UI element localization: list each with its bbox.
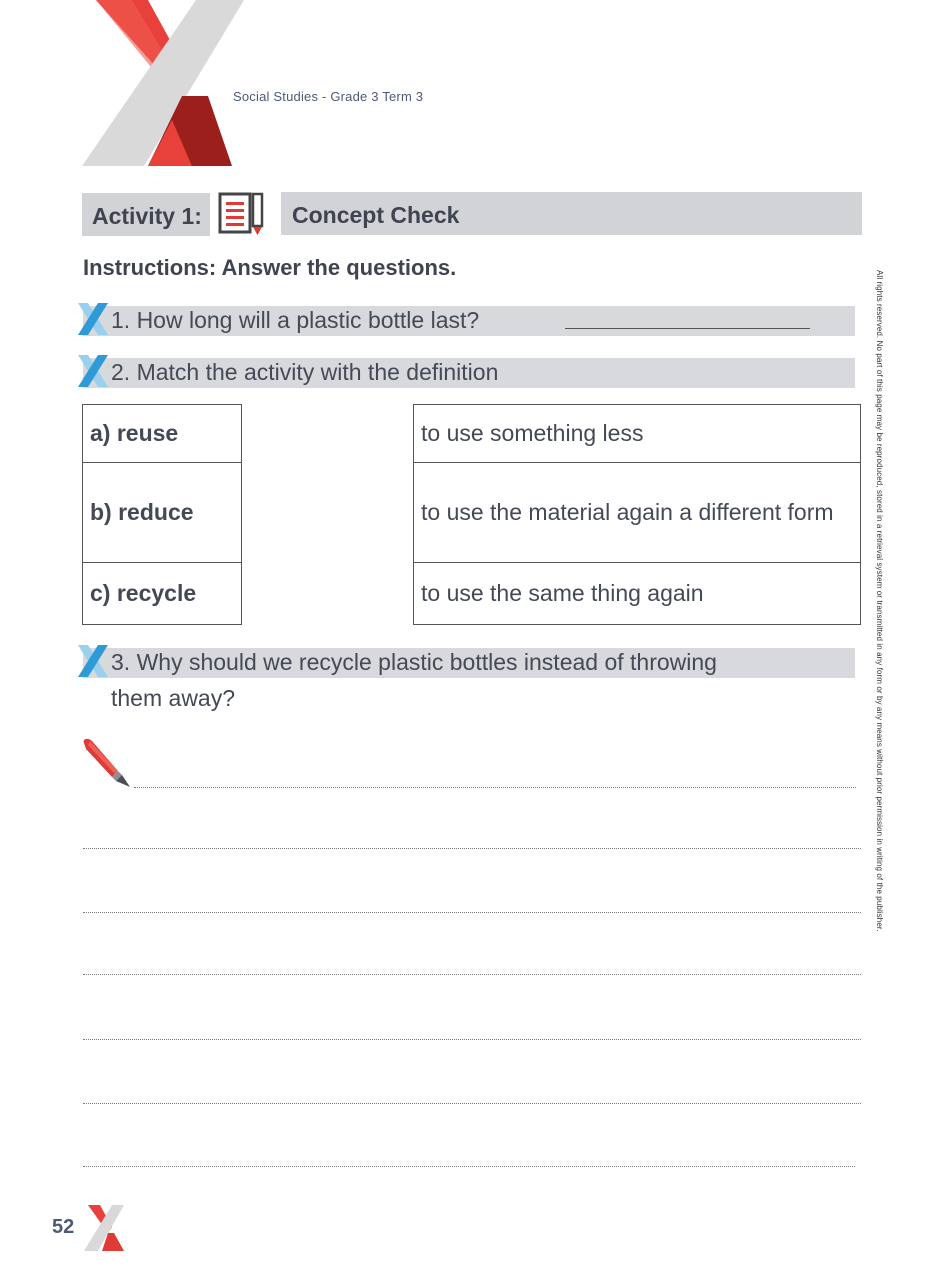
- answer-line[interactable]: [83, 1166, 855, 1167]
- question-1: 1. How long will a plastic bottle last?: [111, 307, 480, 333]
- answer-line[interactable]: [83, 848, 861, 849]
- match-definition-1-text: to use something less: [421, 420, 644, 446]
- answer-line[interactable]: [83, 1039, 861, 1040]
- question-3-line-1: 3. Why should we recycle plastic bottles instead of throwing: [111, 649, 717, 675]
- activity-title: Concept Check: [292, 202, 460, 228]
- match-term-a[interactable]: [82, 404, 242, 463]
- question-1-answer-line[interactable]: [565, 328, 810, 329]
- match-definition-1[interactable]: [413, 404, 861, 463]
- question-3-line-2: them away?: [111, 685, 236, 711]
- question-2: 2. Match the activity with the definition: [111, 359, 499, 385]
- activity-label: Activity 1:: [92, 203, 202, 229]
- page-number: 52: [52, 1216, 75, 1238]
- question-marker-icon: [78, 355, 108, 387]
- question-marker-icon: [78, 645, 108, 677]
- match-term-a-word: reuse: [116, 420, 179, 446]
- match-term-b[interactable]: [82, 462, 242, 563]
- checklist-pencil-icon: [216, 191, 266, 237]
- match-definition-3[interactable]: [413, 562, 861, 625]
- copyright-notice: All rights reserved. No part of this page may be reproduced, stored in a retrieval system or transmitted in any form or by any means without prior permission in writing of the publisher.: [875, 270, 884, 932]
- match-definition-3-text: to use the same thing again: [421, 580, 704, 606]
- pen-icon: [80, 737, 132, 789]
- match-definition-2-text: to use the material again a different form: [421, 499, 834, 525]
- match-term-c-letter: c): [90, 580, 111, 606]
- instructions: Instructions: Answer the questions.: [83, 255, 457, 280]
- answer-line[interactable]: [83, 912, 861, 913]
- match-term-c[interactable]: [82, 562, 242, 625]
- question-marker-icon: [78, 303, 108, 335]
- match-term-a-letter: a): [90, 420, 111, 446]
- brand-logo-small-icon: [84, 1205, 126, 1251]
- header-subtitle: Social Studies - Grade 3 Term 3: [233, 89, 424, 104]
- answer-line[interactable]: [83, 974, 861, 975]
- match-term-b-letter: b): [90, 499, 112, 525]
- match-term-c-word: recycle: [116, 580, 197, 606]
- answer-line[interactable]: [134, 787, 856, 788]
- brand-logo-icon: [82, 0, 252, 166]
- answer-line[interactable]: [83, 1103, 861, 1104]
- match-definition-2[interactable]: [413, 462, 861, 563]
- match-term-b-word: reduce: [118, 499, 194, 525]
